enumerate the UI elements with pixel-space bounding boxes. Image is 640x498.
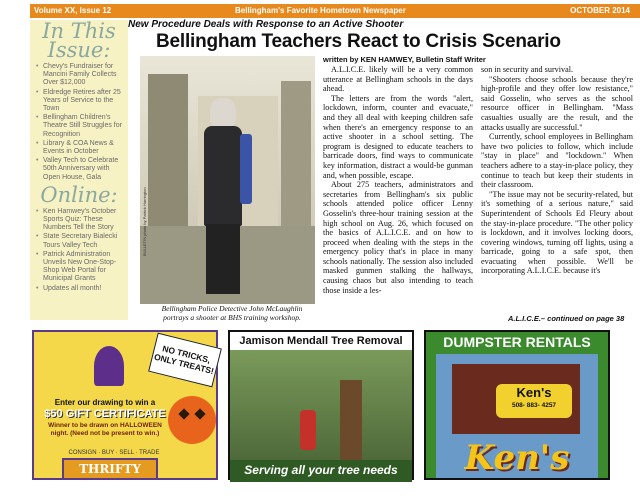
in-this-issue-sidebar <box>30 20 128 320</box>
sidebar-heading-issue: Issue: <box>47 38 111 62</box>
online-item[interactable]: • Ken Hamwey's October Sports Quiz: These Numbers Tell the Story <box>36 208 124 233</box>
paragraph: About 275 teachers, administrators and secretaries from Bellingham's six public schools attended police officer Lenny Gosselin's three-hour training session at the high school on Aug. 26, which focused on the basics of A.L.I.C.E. and on how to proceed when dealing with the steps in the emergency policy that's in place in many schools nationally. The session also included masked gunmen stalking the hallways, causing chaos but also intending to teach those inside a les- <box>323 180 473 295</box>
dumpster-icon <box>452 364 580 434</box>
paper-tagline: Bellingham's Favorite Hometown Newspaper <box>235 6 406 15</box>
online-item[interactable]: • Updates all month! <box>36 285 124 293</box>
shooter-figure <box>204 126 242 226</box>
paragraph: The letters are from the words "alert, lockdown, inform, counter and evacuate," and they all deal with keeping children safe when there's an emergency response to an active shooter in a school setting. The program is designed to educate teachers to barricade doors, find ways to communicate key information, distract a would-be gunman and, when possible, escape. <box>323 93 473 180</box>
tree-ad-photo <box>230 350 412 460</box>
issue-number: Volume XX, Issue 12 <box>34 6 112 15</box>
no-tricks-sign: NO TRICKS, ONLY TREATS! <box>148 333 222 388</box>
paragraph: son in security and survival. <box>481 65 574 74</box>
paragraph: A.L.I.C.E. likely will be a very common utterance at Bellingham schools in the days ahead. <box>323 65 473 94</box>
story-kicker: New Procedure Deals with Response to an Active Shooter <box>128 19 404 30</box>
kens-logo: Ken's <box>464 438 570 478</box>
story-byline: written by KEN HAMWEY, Bulletin Staff Writer <box>323 55 486 64</box>
photo-credit: BULLETIN photo by Patrick Harrington <box>142 187 147 256</box>
issue-item[interactable]: • Library & COA News & Events in October <box>36 140 124 156</box>
online-item[interactable]: • State Secretary Bialecki Tours Valley Tech <box>36 233 124 249</box>
caption-line: portrays a shooter at BHS training workshop. <box>163 312 301 322</box>
dumpster-rentals-ad[interactable] <box>424 330 610 480</box>
issue-item[interactable]: • Valley Tech to Celebrate 50th Anniversary with Open House, Gala <box>36 157 124 182</box>
story-column-2 <box>481 65 633 276</box>
story-photo <box>140 56 315 304</box>
toy-gun <box>240 134 252 204</box>
sidebar-heading-online: Online: <box>40 182 118 207</box>
paragraph: Currently, school employees in Bellingham have two policies to follow, which include "stay in place" and "lockdown." When teachers adhere to a stay-in-place policy, they continue to teach but keep their students in their classroom. <box>481 132 633 190</box>
tree-removal-ad[interactable] <box>228 330 414 480</box>
sidebar-heading-in-this: In This <box>42 19 116 43</box>
thrifty-witch-ad[interactable] <box>32 330 218 495</box>
story-headline[interactable]: Bellingham Teachers React to Crisis Scenario <box>156 31 561 52</box>
issue-date: OCTOBER 2014 <box>570 6 630 15</box>
issue-item[interactable]: • Bellingham Children's Theatre Still Struggles for Recognition <box>36 114 124 139</box>
tree-icon <box>340 380 362 460</box>
issue-item[interactable]: • Chevy's Fundraiser for Mancini Family Collects Over $12,000 <box>36 63 124 88</box>
ad-gift-text: $50 GIFT CERTIFICATE <box>44 408 166 420</box>
online-item[interactable]: • Patrick Administration Unveils New One-Stop-Shop Web Portal for Municipal Grants <box>36 251 124 284</box>
pumpkin-icon <box>168 396 216 444</box>
issue-list <box>36 63 124 182</box>
worker-figure <box>300 410 316 450</box>
paragraph: "The issue may not be security-related, but it's something of a serious nature," said Superintendent of Schools Ed Fleury about the stay-in-place procedure. "The other policy is lockdown, and it involves locking doors, covering windows, turning off lights, using a barricade, going to a safe spot, then evacuating when possible. We'll be incorporating A.L.I.C.E. because it's <box>481 189 633 276</box>
dumpster-sign-phone: 508- 883- 4257 <box>511 402 557 409</box>
dumpster-sign <box>496 384 572 418</box>
ad-tags: CONSIGN · BUY · SELL · TRADE <box>68 450 160 456</box>
masthead-banner <box>30 4 640 18</box>
dumpster-sign-name: Ken's <box>516 385 552 400</box>
caption-line: Bellingham Police Detective John McLaughlin <box>161 304 303 313</box>
thrifty-witch-logo: THRIFTY WITCH <box>62 458 158 480</box>
online-list <box>36 208 124 293</box>
dumpster-ad-title: DUMPSTER RENTALS <box>443 334 591 350</box>
dumpster-photo <box>436 354 598 478</box>
tree-ad-title: Jamison Mendall Tree Removal <box>230 332 412 350</box>
story-column-1 <box>323 65 473 295</box>
paragraph: "Shooters choose schools because they're high-profile and they offer low resistance," said Gosselin, who serves as the school resource officer in Bellingham. "Mass casualties usually are the result, and the attacks usually are successful." <box>481 74 633 132</box>
witch-icon <box>94 346 124 386</box>
ad-drawn-text: Winner to be drawn on HALLOWEEN night. (Need not be present to win.) <box>48 422 162 437</box>
ad-enter-text: Enter our drawing to win a <box>54 398 156 407</box>
continued-jump[interactable]: A.L.I.C.E.– continued on page 38 <box>508 314 625 323</box>
photo-caption <box>142 305 322 322</box>
tree-ad-tagline: Serving all your tree needs <box>230 460 412 482</box>
issue-item[interactable]: • Eldredge Retires after 25 Years of Service to the Town <box>36 89 124 114</box>
